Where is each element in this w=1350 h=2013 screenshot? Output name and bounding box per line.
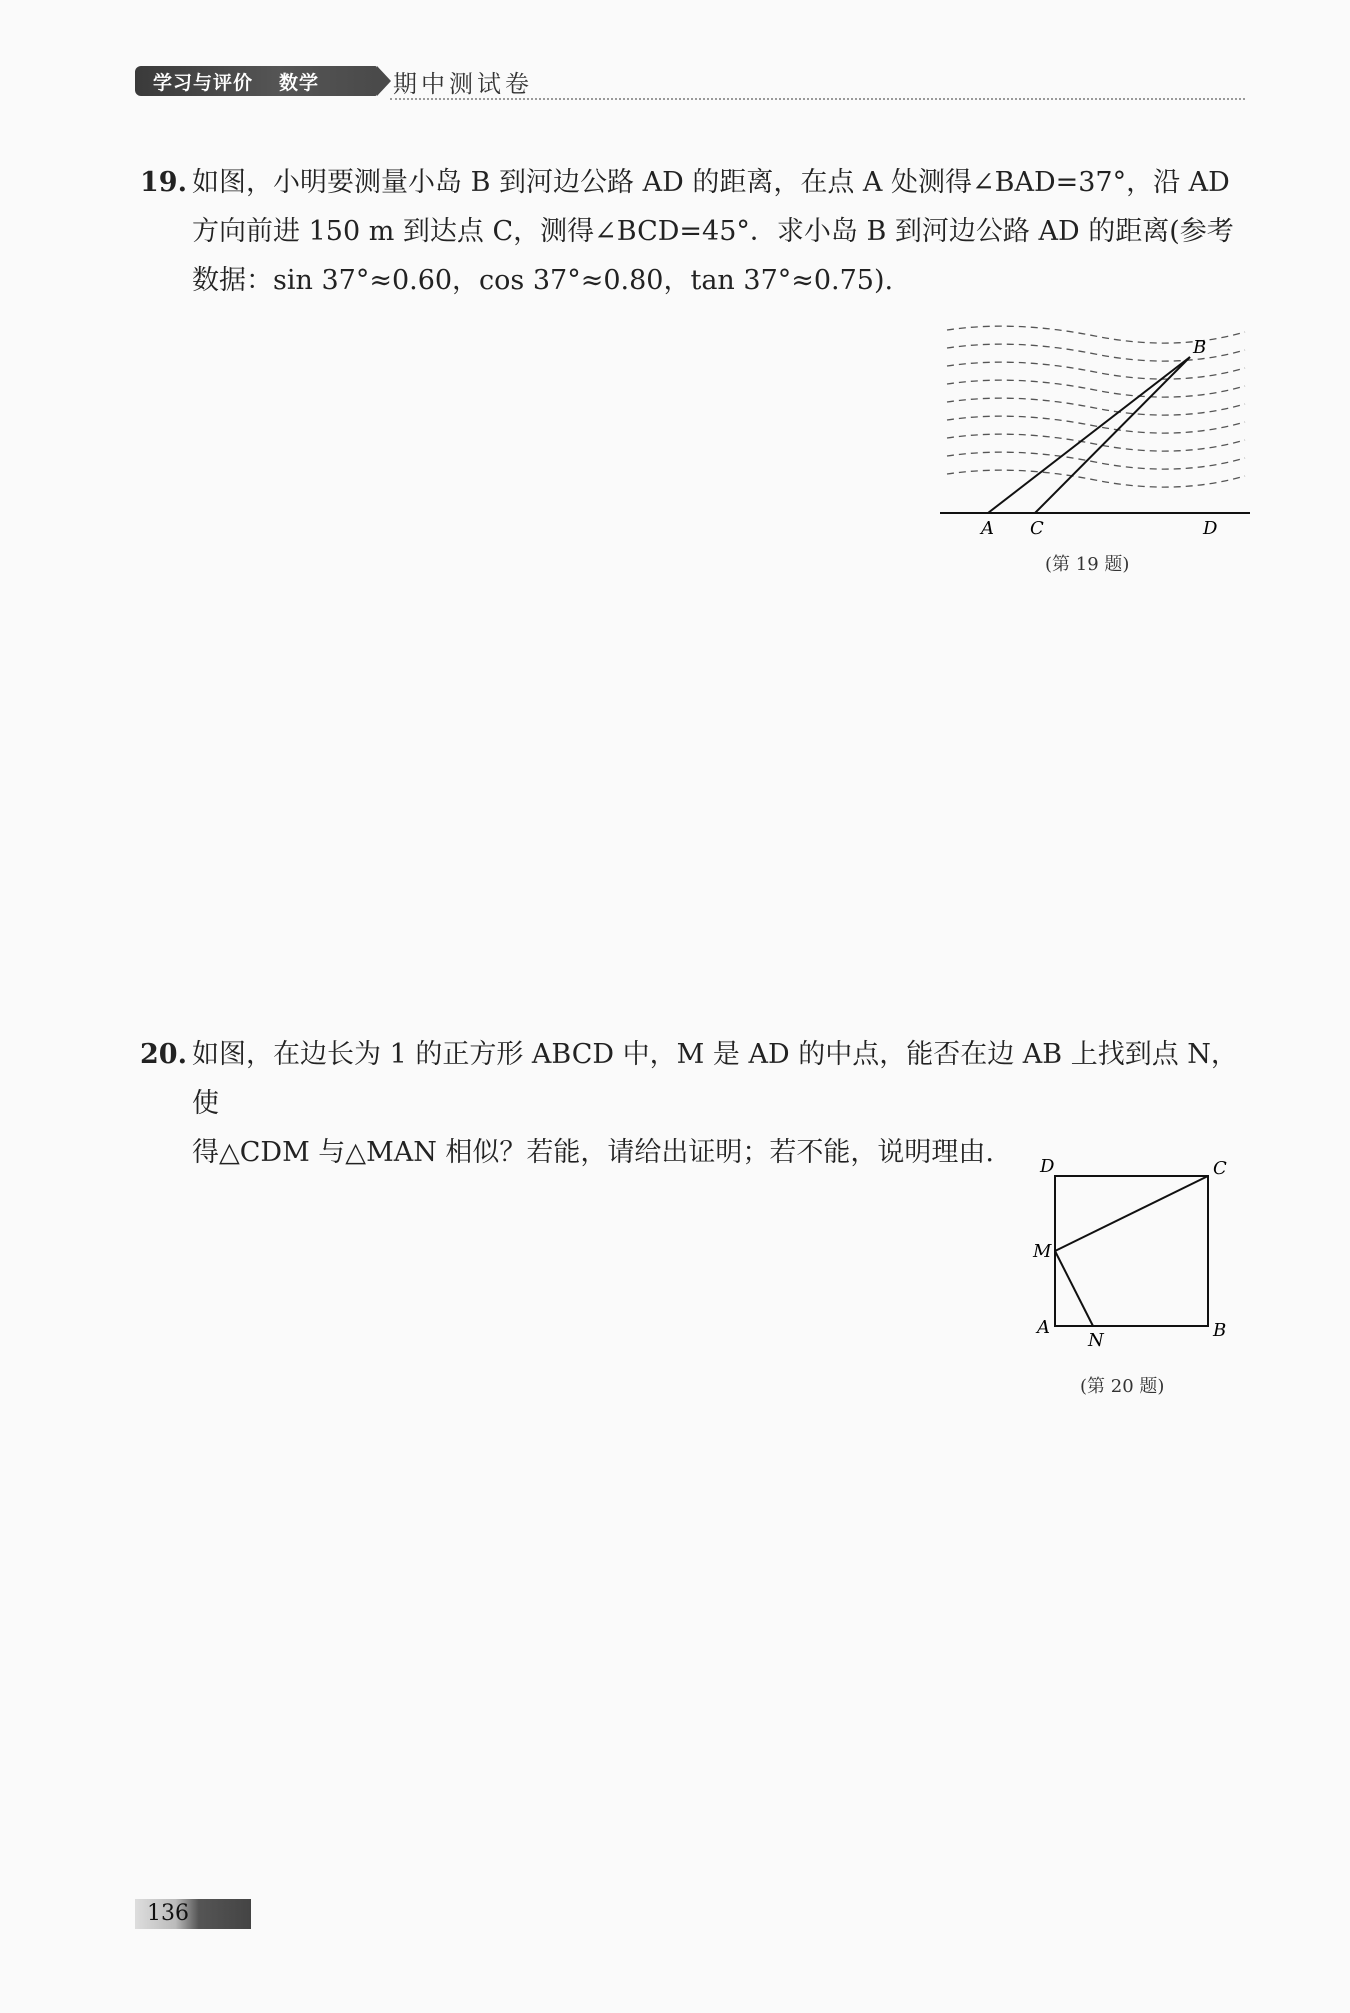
- question-text: [192, 158, 1250, 305]
- figure-20: [1025, 1150, 1245, 1360]
- label-b: B: [1213, 1320, 1227, 1341]
- question-19: [140, 158, 1250, 305]
- segment-mn: [1055, 1251, 1093, 1326]
- label-c: C: [1030, 518, 1044, 539]
- label-n: N: [1088, 1330, 1104, 1351]
- figure-19: [935, 320, 1255, 545]
- label-a: A: [1037, 1317, 1050, 1338]
- page-header: [135, 62, 1245, 102]
- label-a: A: [981, 518, 994, 539]
- page-number: 136: [135, 1899, 251, 1929]
- label-d: D: [1203, 518, 1218, 539]
- label-d: D: [1040, 1156, 1055, 1177]
- header-badge: [135, 66, 377, 96]
- label-m: M: [1033, 1241, 1052, 1262]
- question-number: 19.: [140, 167, 187, 198]
- question-line: 方向前进 150 m 到达点 C，测得∠BCD=45°．求小岛 B 到河边公路 AD 的距离(参考: [192, 216, 1234, 247]
- segment-ab: [988, 357, 1190, 513]
- figure-19-caption: (第 19 题): [1045, 554, 1130, 575]
- question-number: 20.: [140, 1039, 187, 1070]
- figure-20-caption: (第 20 题): [1080, 1376, 1165, 1397]
- header-rule: [390, 98, 1245, 100]
- header-subject: 数学: [279, 71, 320, 94]
- label-b: B: [1193, 337, 1207, 358]
- question-line: 如图，在边长为 1 的正方形 ABCD 中，M 是 AD 的中点，能否在边 AB 上找到点 N，使: [192, 1039, 1238, 1119]
- segment-cb: [1035, 357, 1190, 513]
- header-title: 期中测试卷: [393, 70, 533, 98]
- label-c: C: [1213, 1158, 1227, 1179]
- header-series: 学习与评价: [153, 71, 254, 94]
- question-line: 如图，小明要测量小岛 B 到河边公路 AD 的距离，在点 A 处测得∠BAD=37°，沿 AD: [192, 167, 1230, 198]
- question-line: 得△CDM 与△MAN 相似？若能，请给出证明；若不能，说明理由.: [192, 1137, 994, 1168]
- segment-mc: [1055, 1176, 1208, 1251]
- question-line: 数据：sin 37°≈0.60，cos 37°≈0.80，tan 37°≈0.75).: [192, 265, 894, 296]
- square-abcd: [1055, 1176, 1208, 1326]
